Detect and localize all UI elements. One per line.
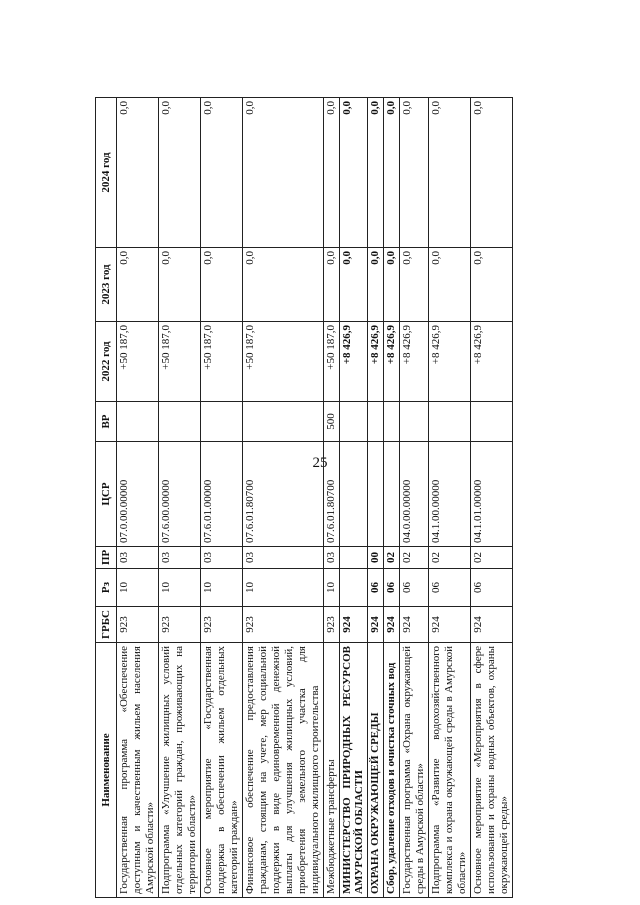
cell-pr: 02 bbox=[471, 547, 513, 569]
cell-2024: 0,0 bbox=[200, 98, 242, 248]
cell-pr: 02 bbox=[429, 547, 471, 569]
cell-grbs: 924 bbox=[339, 607, 368, 643]
cell-csr: 07.6.01.80700 bbox=[242, 442, 323, 547]
cell-2024: 0,0 bbox=[368, 98, 384, 248]
cell-vr bbox=[368, 402, 384, 442]
cell-grbs: 924 bbox=[429, 607, 471, 643]
page-number-text: 25 bbox=[312, 455, 328, 471]
cell-csr bbox=[368, 442, 384, 547]
cell-grbs: 924 bbox=[400, 607, 429, 643]
cell-name: Межбюджетные трансферты bbox=[323, 643, 339, 898]
cell-rz: 10 bbox=[242, 569, 323, 607]
cell-vr bbox=[242, 402, 323, 442]
cell-name: Государственная программа «Обеспечение доступным и качественным жильем населения Амурской области» bbox=[117, 643, 159, 898]
cell-vr bbox=[158, 402, 200, 442]
cell-vr bbox=[117, 402, 159, 442]
cell-rz: 06 bbox=[384, 569, 400, 607]
rotated-table-area bbox=[95, 98, 565, 898]
cell-rz: 10 bbox=[117, 569, 159, 607]
cell-2022: +50 187,0 bbox=[242, 322, 323, 402]
cell-rz: 06 bbox=[429, 569, 471, 607]
table-row bbox=[384, 98, 400, 898]
cell-csr bbox=[339, 442, 368, 547]
cell-2024: 0,0 bbox=[242, 98, 323, 248]
cell-pr: 02 bbox=[384, 547, 400, 569]
cell-csr: 07.6.01.80700 bbox=[323, 442, 339, 547]
cell-2024: 0,0 bbox=[158, 98, 200, 248]
table-row bbox=[200, 98, 242, 898]
table-row bbox=[117, 98, 159, 898]
cell-name: Подпрограмма «Улучшение жилищных условий отдельных категорий граждан, проживающих на территории области» bbox=[158, 643, 200, 898]
cell-2023: 0,0 bbox=[384, 248, 400, 322]
cell-2024: 0,0 bbox=[429, 98, 471, 248]
cell-rz: 06 bbox=[400, 569, 429, 607]
cell-2023: 0,0 bbox=[400, 248, 429, 322]
cell-rz: 10 bbox=[323, 569, 339, 607]
cell-2023: 0,0 bbox=[323, 248, 339, 322]
cell-name: Государственная программа «Охрана окружающей среды в Амурской области» bbox=[400, 643, 429, 898]
cell-grbs: 923 bbox=[158, 607, 200, 643]
cell-2022: +50 187,0 bbox=[117, 322, 159, 402]
cell-2022: +50 187,0 bbox=[200, 322, 242, 402]
cell-name: МИНИСТЕРСТВО ПРИРОДНЫХ РЕСУРСОВ АМУРСКОЙ ОБЛАСТИ bbox=[339, 643, 368, 898]
cell-2022: +8 426,9 bbox=[471, 322, 513, 402]
cell-vr bbox=[384, 402, 400, 442]
cell-2022: +50 187,0 bbox=[323, 322, 339, 402]
cell-pr: 03 bbox=[323, 547, 339, 569]
cell-csr: 07.6.00.00000 bbox=[158, 442, 200, 547]
table-row bbox=[339, 98, 368, 898]
cell-2024: 0,0 bbox=[117, 98, 159, 248]
cell-pr: 03 bbox=[158, 547, 200, 569]
cell-grbs: 924 bbox=[384, 607, 400, 643]
cell-vr bbox=[400, 402, 429, 442]
table-row bbox=[323, 98, 339, 898]
cell-csr: 07.6.01.00000 bbox=[200, 442, 242, 547]
table-row bbox=[429, 98, 471, 898]
cell-2022: +8 426,9 bbox=[339, 322, 368, 402]
cell-2024: 0,0 bbox=[339, 98, 368, 248]
cell-pr: 00 bbox=[368, 547, 384, 569]
cell-2023: 0,0 bbox=[429, 248, 471, 322]
cell-2024: 0,0 bbox=[323, 98, 339, 248]
cell-2023: 0,0 bbox=[158, 248, 200, 322]
header-2024: 2024 год bbox=[96, 98, 117, 248]
cell-pr: 03 bbox=[242, 547, 323, 569]
cell-pr: 02 bbox=[400, 547, 429, 569]
cell-2024: 0,0 bbox=[400, 98, 429, 248]
cell-pr bbox=[339, 547, 368, 569]
header-grbs: ГРБС bbox=[96, 607, 117, 643]
cell-rz bbox=[339, 569, 368, 607]
cell-2023: 0,0 bbox=[471, 248, 513, 322]
header-vr: ВР bbox=[96, 402, 117, 442]
budget-table-container bbox=[95, 98, 565, 898]
cell-rz: 06 bbox=[471, 569, 513, 607]
cell-csr: 04.1.01.00000 bbox=[471, 442, 513, 547]
cell-rz: 06 bbox=[368, 569, 384, 607]
cell-2023: 0,0 bbox=[200, 248, 242, 322]
cell-2022: +8 426,9 bbox=[368, 322, 384, 402]
cell-2023: 0,0 bbox=[242, 248, 323, 322]
cell-2022: +8 426,9 bbox=[400, 322, 429, 402]
table-row bbox=[400, 98, 429, 898]
cell-vr: 500 bbox=[323, 402, 339, 442]
cell-csr: 04.1.00.00000 bbox=[429, 442, 471, 547]
header-pr: ПР bbox=[96, 547, 117, 569]
cell-name: Основное мероприятие «Мероприятия в сфере использования и охраны водных объектов, охраны окружающей среды» bbox=[471, 643, 513, 898]
table-row bbox=[471, 98, 513, 898]
budget-table bbox=[95, 97, 513, 898]
cell-pr: 03 bbox=[200, 547, 242, 569]
cell-rz: 10 bbox=[200, 569, 242, 607]
cell-grbs: 924 bbox=[471, 607, 513, 643]
cell-2023: 0,0 bbox=[368, 248, 384, 322]
table-row bbox=[158, 98, 200, 898]
header-name: Наименование bbox=[96, 643, 117, 898]
cell-2022: +8 426,9 bbox=[384, 322, 400, 402]
header-csr: ЦСР bbox=[96, 442, 117, 547]
cell-name: Сбор, удаление отходов и очистка сточных вод bbox=[384, 643, 400, 898]
cell-2023: 0,0 bbox=[117, 248, 159, 322]
cell-name: ОХРАНА ОКРУЖАЮЩЕЙ СРЕДЫ bbox=[368, 643, 384, 898]
cell-grbs: 923 bbox=[117, 607, 159, 643]
cell-vr bbox=[200, 402, 242, 442]
cell-csr: 07.0.00.00000 bbox=[117, 442, 159, 547]
cell-2024: 0,0 bbox=[471, 98, 513, 248]
cell-2022: +8 426,9 bbox=[429, 322, 471, 402]
cell-vr bbox=[429, 402, 471, 442]
cell-2024: 0,0 bbox=[384, 98, 400, 248]
table-header-row bbox=[96, 98, 117, 898]
cell-name: Основное мероприятие «Государственная поддержка в обеспечении жильем отдельных категорий граждан» bbox=[200, 643, 242, 898]
cell-vr bbox=[471, 402, 513, 442]
cell-csr bbox=[384, 442, 400, 547]
header-2023: 2023 год bbox=[96, 248, 117, 322]
header-rz: Рз bbox=[96, 569, 117, 607]
cell-grbs: 923 bbox=[323, 607, 339, 643]
cell-2022: +50 187,0 bbox=[158, 322, 200, 402]
cell-grbs: 924 bbox=[368, 607, 384, 643]
cell-pr: 03 bbox=[117, 547, 159, 569]
cell-rz: 10 bbox=[158, 569, 200, 607]
cell-2023: 0,0 bbox=[339, 248, 368, 322]
header-2022: 2022 год bbox=[96, 322, 117, 402]
cell-csr: 04.0.00.00000 bbox=[400, 442, 429, 547]
cell-name: Финансовое обеспечение предоставления гражданам, стоящим на учете, мер социальной поддержки в виде единовременной денежной выплаты для улучшения жилищных условий, приобретения земельного участка для индивидуального жилищного строительства bbox=[242, 643, 323, 898]
cell-vr bbox=[339, 402, 368, 442]
table-row bbox=[242, 98, 323, 898]
table-row bbox=[368, 98, 384, 898]
cell-name: Подпрограмма «Развитие водохозяйственного комплекса и охрана окружающей среды в Амурской области» bbox=[429, 643, 471, 898]
cell-grbs: 923 bbox=[242, 607, 323, 643]
cell-grbs: 923 bbox=[200, 607, 242, 643]
